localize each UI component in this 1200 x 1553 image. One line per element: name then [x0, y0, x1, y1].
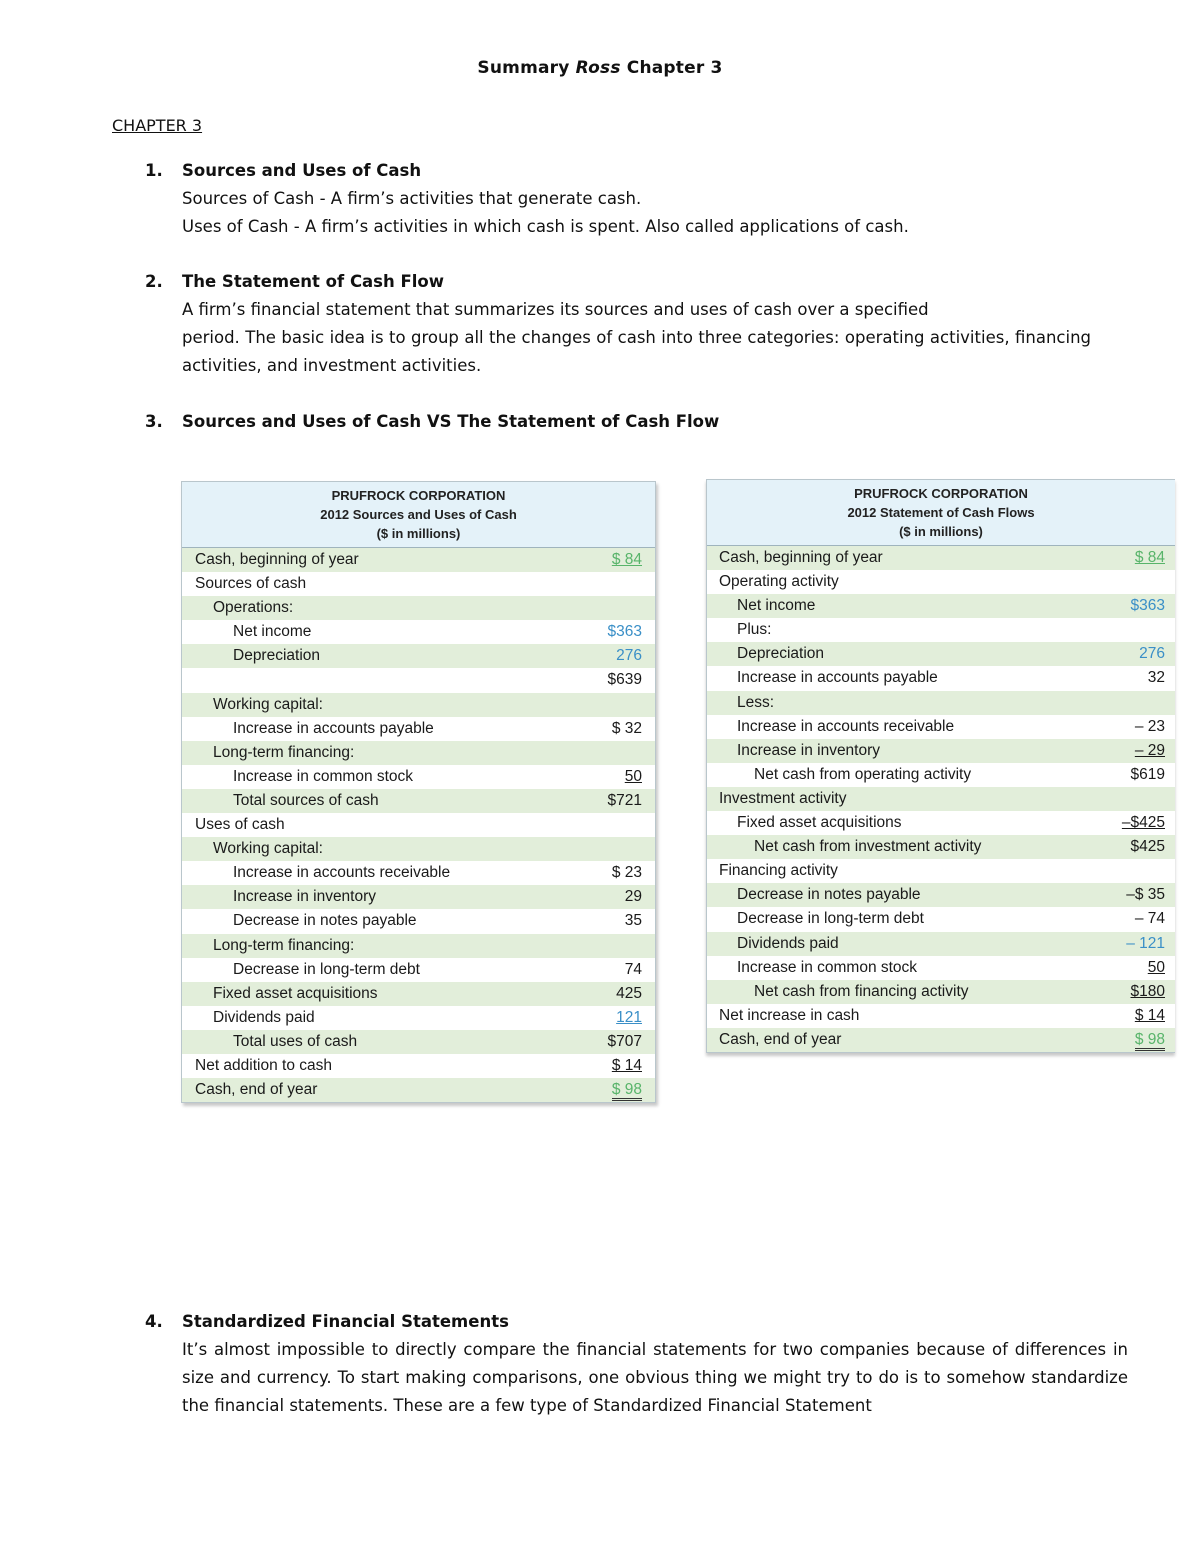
company-name: PRUFROCK CORPORATION	[854, 486, 1028, 501]
row-label: Increase in inventory	[737, 741, 881, 759]
row-value: 74	[624, 960, 642, 978]
row-label: Net income	[737, 597, 816, 615]
row-label: Depreciation	[233, 647, 321, 665]
table-row	[182, 1006, 655, 1030]
row-value: – 74	[1134, 910, 1165, 928]
row-value: 425	[616, 984, 642, 1002]
row-label: Net increase in cash	[719, 1006, 860, 1024]
table-row	[182, 885, 655, 909]
row-label: Increase in common stock	[233, 767, 414, 785]
row-label: Net cash from operating activity	[754, 765, 972, 783]
table-row	[707, 546, 1175, 570]
row-label: Fixed asset acquisitions	[213, 984, 378, 1002]
row-value: $ 98	[1135, 1031, 1165, 1051]
table-row	[182, 1030, 655, 1054]
table-row	[182, 789, 655, 813]
table-units: ($ in millions)	[899, 524, 983, 539]
title-suffix: Chapter 3	[626, 58, 723, 78]
table-row	[707, 594, 1175, 618]
row-value: $363	[1130, 597, 1165, 615]
chapter-label: CHAPTER 3	[112, 116, 203, 135]
table-header	[707, 480, 1175, 546]
row-label: Long-term financing:	[213, 743, 355, 761]
table-row	[707, 715, 1175, 739]
table-row	[707, 859, 1175, 883]
row-value: $ 14	[611, 1056, 642, 1074]
row-label: Dividends paid	[737, 934, 839, 952]
row-value: $ 98	[612, 1081, 642, 1101]
row-value: –$425	[1121, 814, 1165, 832]
table-row	[707, 618, 1175, 642]
row-label: Less:	[737, 693, 775, 711]
section-text-line: A firm’s financial statement that summarizes its sources and uses of cash over a specified	[182, 300, 929, 319]
table-row	[182, 620, 655, 644]
row-label: Total sources of cash	[233, 791, 379, 809]
row-label: Increase in accounts payable	[737, 669, 938, 687]
definition-uses: Uses of Cash - A firm’s activities in which cash is spent. Also called applications of cash.	[182, 217, 909, 236]
row-label: Cash, end of year	[195, 1081, 318, 1099]
section-paragraph: It’s almost impossible to directly compare the financial statements for two companies because of differences in size and currency. To start making comparisons, one obvious thing we might try to do is to somehow standardize the financial statements. These are a few type of Standardized Financial Statement	[182, 1340, 1128, 1415]
table-row	[182, 909, 655, 933]
row-label: Plus:	[737, 621, 772, 639]
row-label: Cash, end of year	[719, 1030, 842, 1048]
row-label: Financing activity	[719, 862, 838, 880]
table-row	[707, 932, 1175, 956]
table-row	[707, 980, 1175, 1004]
table-row	[182, 837, 655, 861]
row-label: Net addition to cash	[195, 1056, 333, 1074]
table-row	[707, 642, 1175, 666]
row-label: Working capital:	[213, 695, 323, 713]
section-standardized-statements	[145, 1308, 1128, 1420]
section-number: 2.	[145, 272, 163, 291]
table-row	[707, 956, 1175, 980]
row-label: Total uses of cash	[233, 1032, 358, 1050]
row-label: Decrease in notes payable	[233, 912, 417, 930]
table-header	[182, 482, 655, 548]
row-value: 32	[1147, 669, 1165, 687]
section-heading: Sources and Uses of Cash VS The Statement of Cash Flow	[182, 412, 720, 431]
table-row	[182, 572, 655, 596]
row-value: $721	[607, 791, 642, 809]
table-row	[182, 693, 655, 717]
row-value: $425	[1130, 838, 1165, 856]
row-label: Increase in accounts payable	[233, 719, 434, 737]
table-title: 2012 Statement of Cash Flows	[847, 505, 1035, 520]
row-label: Investment activity	[719, 789, 847, 807]
table-row	[182, 741, 655, 765]
row-label: Increase in accounts receivable	[233, 864, 451, 882]
row-label: Operating activity	[719, 573, 839, 591]
title-author: Ross	[575, 58, 621, 78]
row-label: Working capital:	[213, 840, 323, 858]
table-row	[182, 644, 655, 668]
table-row	[182, 958, 655, 982]
row-label: Fixed asset acquisitions	[737, 814, 902, 832]
section-heading: The Statement of Cash Flow	[182, 272, 445, 291]
row-value: $619	[1130, 765, 1165, 783]
row-label: Net cash from investment activity	[754, 838, 982, 856]
row-label: Cash, beginning of year	[195, 551, 359, 568]
row-label: Increase in accounts receivable	[737, 717, 955, 735]
row-value: – 23	[1134, 717, 1165, 735]
row-label: Cash, beginning of year	[719, 549, 883, 566]
sources-uses-table	[181, 481, 656, 1103]
section-comparison	[145, 408, 1145, 436]
table-row	[182, 1078, 655, 1102]
table-row	[182, 934, 655, 958]
row-label: Increase in common stock	[737, 958, 918, 976]
definition-sources: Sources of Cash - A firm’s activities that generate cash.	[182, 189, 642, 208]
row-label: Decrease in long-term debt	[233, 960, 420, 978]
table-row	[707, 666, 1175, 690]
table-row	[182, 1054, 655, 1078]
section-sources-uses	[145, 157, 1145, 241]
row-label: Sources of cash	[195, 575, 307, 593]
row-value: $180	[1130, 982, 1165, 1000]
row-value: 50	[624, 767, 642, 785]
table-row	[707, 763, 1175, 787]
row-value: – 29	[1134, 741, 1165, 759]
row-label: Uses of cash	[195, 816, 285, 834]
row-label: Net cash from financing activity	[754, 982, 969, 1000]
row-value: $ 32	[611, 719, 642, 737]
table-row	[182, 765, 655, 789]
company-name: PRUFROCK CORPORATION	[331, 488, 506, 503]
row-label: Decrease in notes payable	[737, 886, 921, 904]
section-statement-cash-flow	[145, 268, 1091, 380]
table-row	[707, 883, 1175, 907]
table-row	[707, 835, 1175, 859]
row-value: 121	[616, 1008, 642, 1026]
row-value: $ 23	[611, 864, 642, 882]
section-heading: Sources and Uses of Cash	[182, 161, 422, 180]
row-label: Increase in inventory	[233, 888, 377, 906]
table-row	[182, 548, 655, 572]
table-row	[707, 739, 1175, 763]
row-label: Net income	[233, 623, 312, 641]
row-value: $ 84	[611, 551, 642, 568]
row-label: Depreciation	[737, 645, 825, 663]
row-value: 50	[1147, 958, 1165, 976]
row-value: $363	[607, 623, 642, 641]
table-row	[707, 787, 1175, 811]
row-value: – 121	[1126, 934, 1165, 952]
table-row	[707, 1004, 1175, 1028]
row-value: $ 14	[1134, 1006, 1165, 1024]
table-row	[707, 691, 1175, 715]
table-row	[182, 813, 655, 837]
row-value: 276	[616, 647, 642, 665]
row-label: Long-term financing:	[213, 936, 355, 954]
section-number: 1.	[145, 161, 163, 180]
table-row	[182, 982, 655, 1006]
table-row	[707, 811, 1175, 835]
table-title: 2012 Sources and Uses of Cash	[320, 507, 517, 522]
row-value: 276	[1139, 645, 1165, 663]
section-heading: Standardized Financial Statements	[182, 1312, 509, 1331]
row-value: $ 84	[1134, 549, 1165, 566]
row-value: –$ 35	[1126, 886, 1165, 904]
table-row	[707, 570, 1175, 594]
page-title	[0, 58, 1200, 78]
section-number: 4.	[145, 1312, 163, 1331]
section-number: 3.	[145, 412, 163, 431]
row-label: Operations:	[213, 599, 294, 617]
section-paragraph: period. The basic idea is to group all the changes of cash into three categories: operating activities, financing activities, and investment activities.	[182, 328, 1091, 375]
row-value: 35	[624, 912, 642, 930]
table-row	[182, 668, 655, 692]
table-units: ($ in millions)	[376, 526, 461, 541]
table-row	[182, 717, 655, 741]
table-row	[182, 861, 655, 885]
table-row	[707, 1028, 1175, 1052]
table-row	[182, 596, 655, 620]
title-prefix: Summary	[477, 58, 570, 78]
row-value: $639	[607, 671, 642, 689]
table-row	[707, 907, 1175, 931]
statement-cash-flows-table	[706, 479, 1175, 1053]
row-label: Decrease in long-term debt	[737, 910, 924, 928]
row-value: $707	[607, 1032, 642, 1050]
row-label: Dividends paid	[213, 1008, 315, 1026]
row-value: 29	[624, 888, 642, 906]
